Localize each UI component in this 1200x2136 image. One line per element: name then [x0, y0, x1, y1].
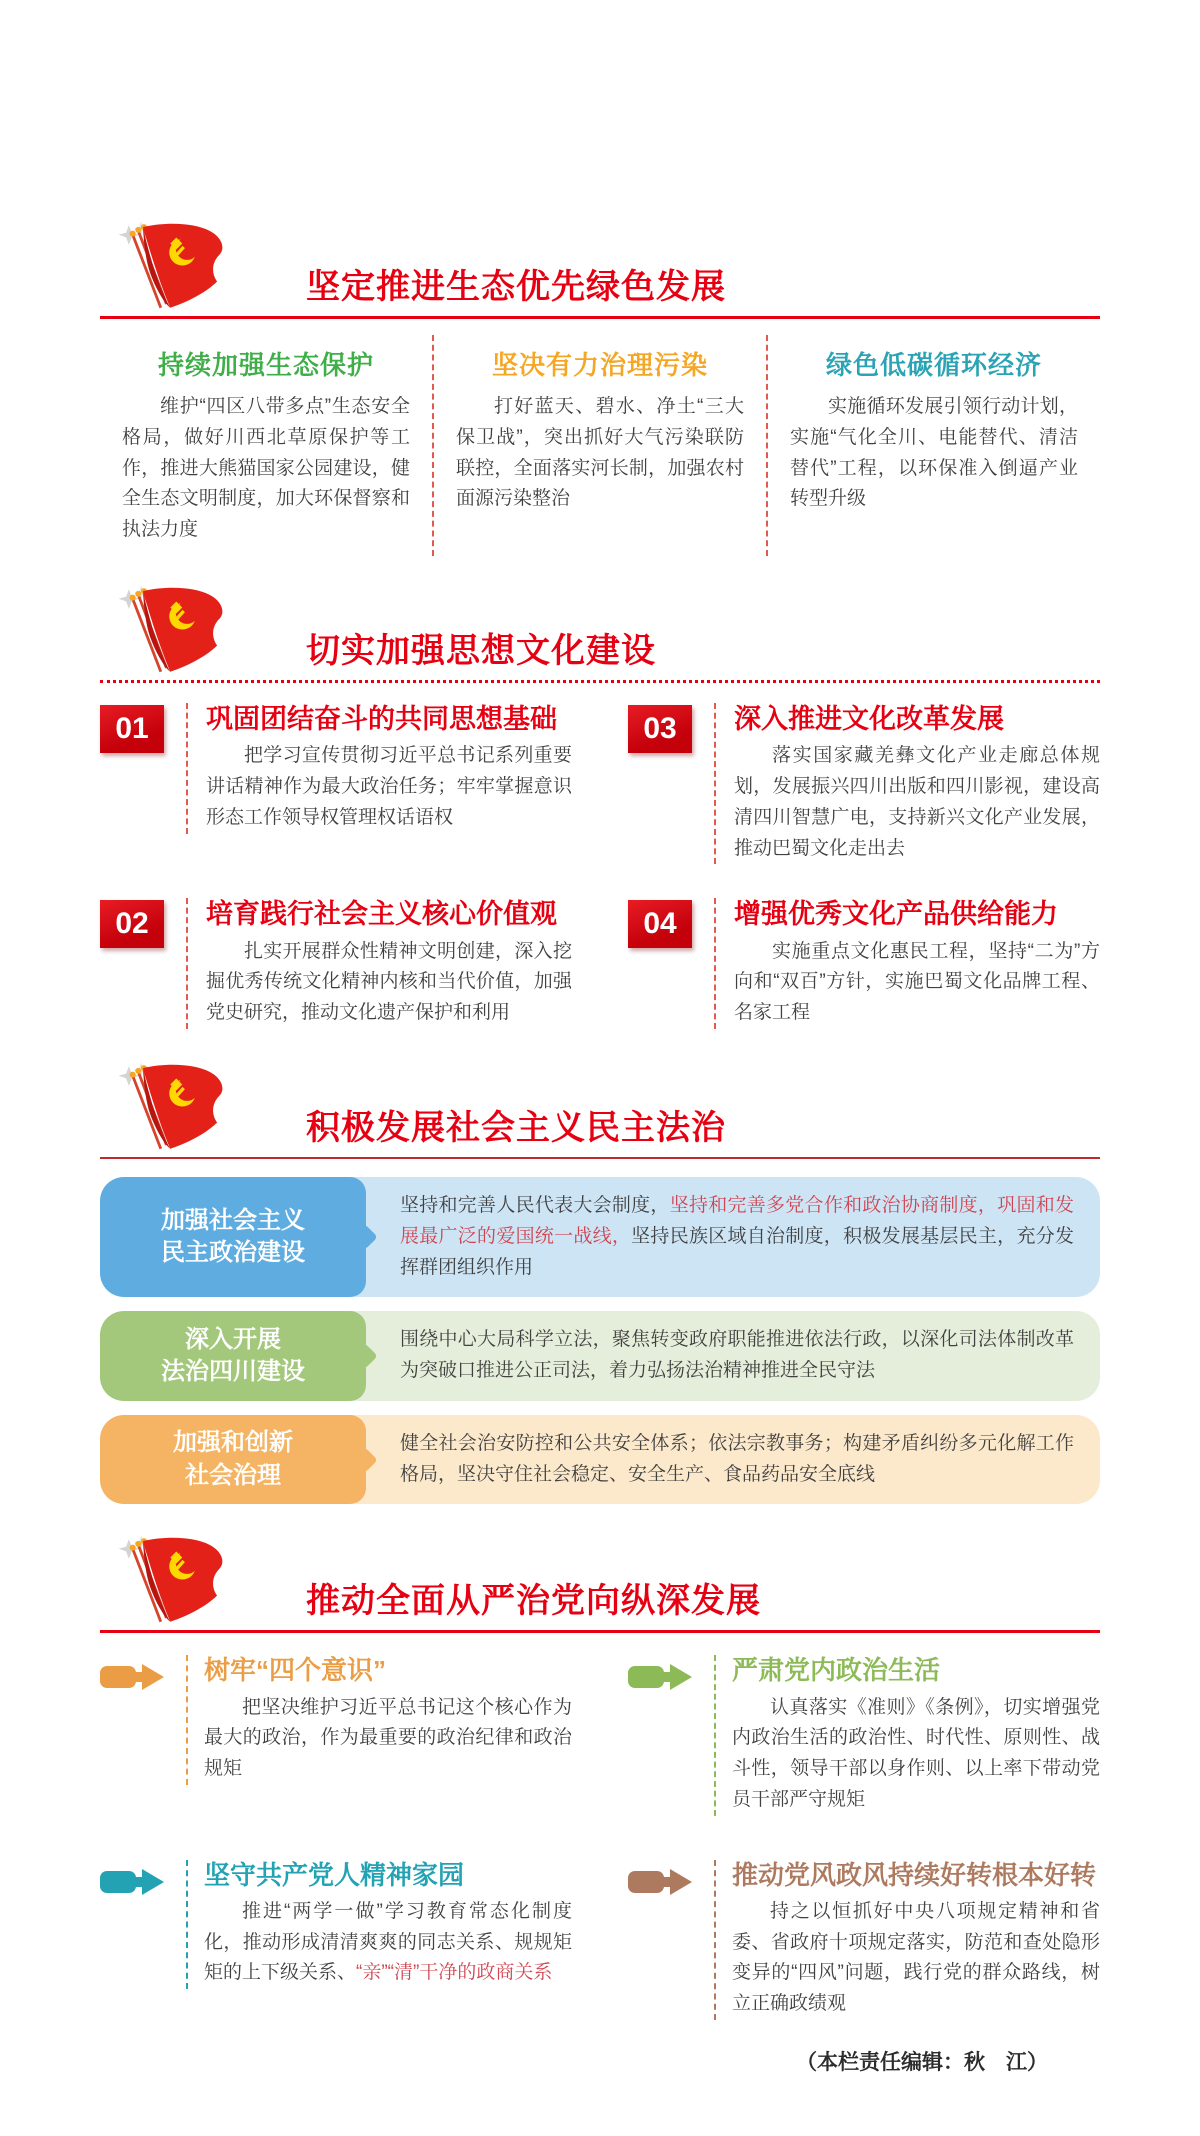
law-row-text: 围绕中心大局科学立法，聚焦转变政府职能推进依法行政，以深化司法体制改革为突破口推进公正司法，着力弘扬法治精神推进全民守法: [400, 1329, 1074, 1382]
number-badge: 03: [628, 705, 692, 753]
arrow-icon: [100, 1866, 166, 1898]
law-row-label: [100, 1177, 366, 1297]
culture-item-body: [714, 703, 1100, 864]
party-item-body: [714, 1860, 1100, 2020]
section-divider: [100, 316, 1100, 319]
law-label-line: 加强社会主义: [161, 1206, 305, 1234]
party-item-body: [186, 1655, 572, 1784]
eco-column-heading: 绿色低碳循环经济: [825, 350, 1042, 380]
section-divider: [100, 680, 1100, 683]
party-item-political-life: [628, 1655, 1100, 1815]
eco-column-body: 实施循环发展引领行动计划，实施“气化全川、电能替代、清洁替代”工程，以环保准入倒逼产业转型升级: [790, 396, 1078, 510]
section-header-law: [112, 1059, 1100, 1155]
law-rows: [100, 1177, 1100, 1504]
party-item-body: [714, 1655, 1100, 1815]
arrow-icon: [628, 1661, 694, 1693]
culture-item-04: [628, 898, 1100, 1029]
section-title-party: 推动全面从严治党向纵深发展: [306, 1582, 761, 1621]
culture-item-heading: 深入推进文化改革发展: [734, 703, 1004, 734]
culture-item-heading: 巩固团结奋斗的共同思想基础: [206, 703, 557, 734]
party-item-heading: 严肃党内政治生活: [732, 1655, 941, 1686]
culture-item-02: [100, 898, 572, 1029]
editor-credit: （本栏责任编辑：秋 江）: [796, 2050, 1048, 2074]
section-header-eco: [112, 218, 1100, 314]
party-flag-icon: [112, 219, 234, 314]
culture-item-text: 实施重点文化惠民工程，坚持“二为”方向和“双百”方针，实施巴蜀文化品牌工程、名家工程: [734, 940, 1100, 1024]
eco-column-pollution: [432, 335, 766, 556]
law-row-text: 健全社会治安防控和公共安全体系；依法宗教事务；构建矛盾纠纷多元化解工作格局，坚决守住社会稳定、安全生产、食品药品安全底线: [400, 1432, 1074, 1485]
party-item-heading: 坚守共产党人精神家园: [204, 1859, 465, 1890]
culture-item-body: [186, 703, 572, 834]
culture-item-03: [628, 703, 1100, 864]
law-row-governance: [100, 1415, 1100, 1505]
party-item-heading: 推动党风政风持续好转根本好转: [732, 1859, 1097, 1890]
eco-column-heading: 坚决有力治理污染: [491, 350, 708, 380]
party-item-body: [186, 1860, 572, 1989]
culture-item-heading: 培育践行社会主义核心价值观: [206, 899, 557, 930]
section-title-law: 积极发展社会主义民主法治: [306, 1108, 726, 1147]
eco-column-protection: [100, 335, 432, 556]
party-item-text: 把坚决维护习近平总书记这个核心作为最大的政治，作为最重要的政治纪律和政治规矩: [204, 1696, 572, 1780]
section-title-culture: 切实加强思想文化建设: [306, 631, 656, 670]
section-divider: [100, 1157, 1100, 1159]
party-item-consciousness: [100, 1655, 572, 1815]
law-label-line: 深入开展: [185, 1325, 281, 1353]
law-label-line: 民主政治建设: [161, 1239, 305, 1267]
number-badge: 02: [100, 900, 164, 948]
arrow-icon: [100, 1661, 166, 1693]
culture-items: [100, 703, 1100, 1029]
party-flag-icon: [112, 1060, 234, 1155]
law-label-line: 法治四川建设: [161, 1358, 305, 1386]
law-label-line: 社会治理: [185, 1461, 281, 1489]
party-items: [100, 1655, 1100, 2020]
culture-item-body: [186, 898, 572, 1029]
eco-column-body: 打好蓝天、碧水、净土“三大保卫战”，突出抓好大气污染联防联控，全面落实河长制，加强农村面源污染整治: [456, 396, 744, 510]
party-flag-icon: [112, 1533, 234, 1628]
party-item-text: 持之以恒抓好中央八项规定精神和省委、省政府十项规定落实，防范和查处隐形变异的“四风”问题，践行党的群众路线，树立正确政绩观: [732, 1900, 1100, 2015]
eco-column-body: 维护“四区八带多点”生态安全格局，做好川西北草原保护等工作，推进大熊猫国家公园建设，健全生态文明制度，加大环保督察和执法力度: [122, 396, 410, 541]
law-row-content: [366, 1311, 1100, 1401]
party-item-text: 认真落实《准则》《条例》，切实增强党内政治生活的政治性、时代性、原则性、战斗性，领导干部以身作则、以上率下带动党员干部严守规矩: [732, 1696, 1100, 1810]
party-item-heading: 树牢“四个意识”: [204, 1655, 387, 1686]
law-row-democracy: [100, 1177, 1100, 1297]
law-row-ruleoflaw: [100, 1311, 1100, 1401]
eco-columns: [100, 335, 1100, 556]
party-item-spiritual-home: [100, 1860, 572, 2020]
section-header-party: [112, 1532, 1100, 1628]
culture-item-text: 扎实开展群众性精神文明创建，深入挖掘优秀传统文化精神内核和当代价值，加强党史研究，推动文化遗产保护和利用: [206, 940, 572, 1024]
culture-item-text: 落实国家藏羌彝文化产业走廊总体规划，发展振兴四川出版和四川影视，建设高清四川智慧广电，支持新兴文化产业发展，推动巴蜀文化走出去: [734, 745, 1100, 859]
section-header-culture: [112, 582, 1100, 678]
number-badge: 01: [100, 705, 164, 753]
eco-column-heading: 持续加强生态保护: [157, 350, 374, 380]
party-item-text: 推进“两学一做”学习教育常态化制度化，推动形成清清爽爽的同志关系、规规矩矩的上下级关系、“亲”“清”干净的政商关系: [204, 1900, 572, 1984]
culture-item-text: 把学习宣传贯彻习近平总书记系列重要讲话精神作为最大政治任务；牢牢掌握意识形态工作领导权管理权话语权: [206, 745, 572, 828]
culture-item-heading: 增强优秀文化产品供给能力: [734, 899, 1058, 930]
section-title-eco: 坚定推进生态优先绿色发展: [306, 268, 726, 306]
law-row-content: [366, 1415, 1100, 1505]
section-divider: [100, 1630, 1100, 1633]
law-label-line: 加强和创新: [173, 1429, 293, 1457]
law-row-content: [366, 1177, 1100, 1297]
culture-item-body: [714, 898, 1100, 1029]
law-row-text: 坚持和完善人民代表大会制度，坚持和完善多党合作和政治协商制度，巩固和发展最广泛的爱国统一战线，坚持民族区域自治制度，积极发展基层民主，充分发挥群团组织作用: [400, 1194, 1074, 1278]
party-item-conduct: [628, 1860, 1100, 2020]
party-flag-icon: [112, 583, 234, 678]
law-row-label: [100, 1415, 366, 1505]
law-row-label: [100, 1311, 366, 1401]
number-badge: 04: [628, 900, 692, 948]
eco-column-lowcarbon: [766, 335, 1100, 556]
arrow-icon: [628, 1866, 694, 1898]
culture-item-01: [100, 703, 572, 864]
